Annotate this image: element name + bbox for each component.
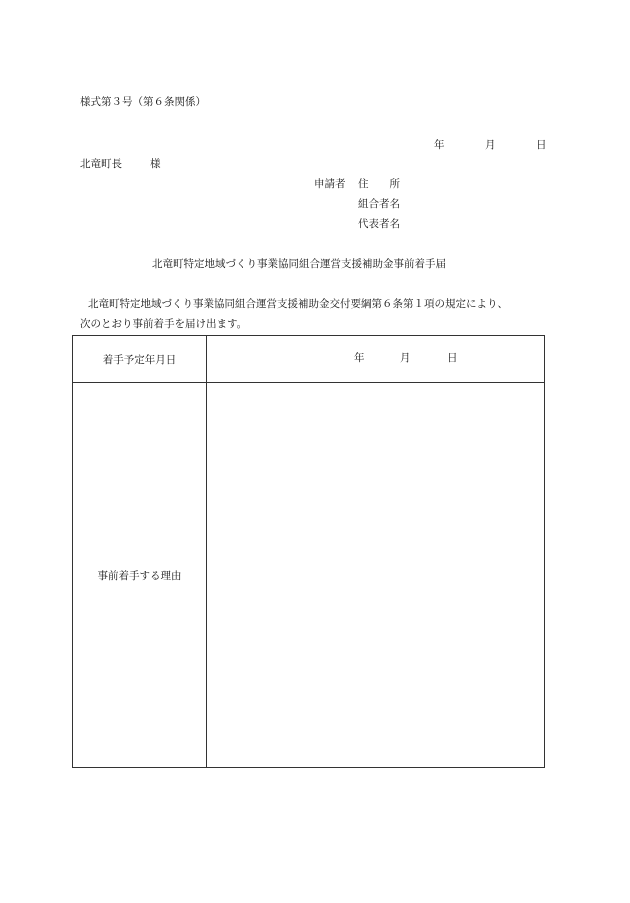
addressee-honorific: 様 [150, 158, 161, 170]
reason-label: 事前着手する理由 [73, 383, 207, 768]
union-name-label: 組合者名 [358, 198, 400, 210]
notification-table [72, 335, 545, 768]
applicant-label: 申請者 [314, 178, 346, 190]
addressee-name: 北竜町長 [80, 158, 122, 170]
start-date-label: 着手予定年月日 [73, 336, 207, 383]
form-number: 様式第３号（第６条関係） [80, 96, 206, 108]
table-row-reason [73, 383, 545, 768]
start-date-year: 年 [354, 352, 365, 364]
header-day: 日 [536, 139, 547, 151]
body-text-line1: 北竜町特定地域づくり事業協同組合運営支援補助金交付要綱第６条第１項の規定により、 [88, 298, 508, 310]
start-date-month: 月 [400, 352, 411, 364]
start-date-field[interactable] [207, 336, 545, 383]
table-row-start-date [73, 336, 545, 383]
header-year: 年 [434, 139, 445, 151]
address-label: 住 所 [358, 178, 400, 190]
representative-label: 代表者名 [358, 218, 400, 230]
reason-field[interactable] [207, 383, 545, 768]
header-month: 月 [485, 139, 496, 151]
body-text-line2: 次のとおり事前着手を届け出ます。 [80, 318, 248, 330]
start-date-day: 日 [447, 352, 458, 364]
document-title: 北竜町特定地域づくり事業協同組合運営支援補助金事前着手届 [152, 258, 446, 270]
